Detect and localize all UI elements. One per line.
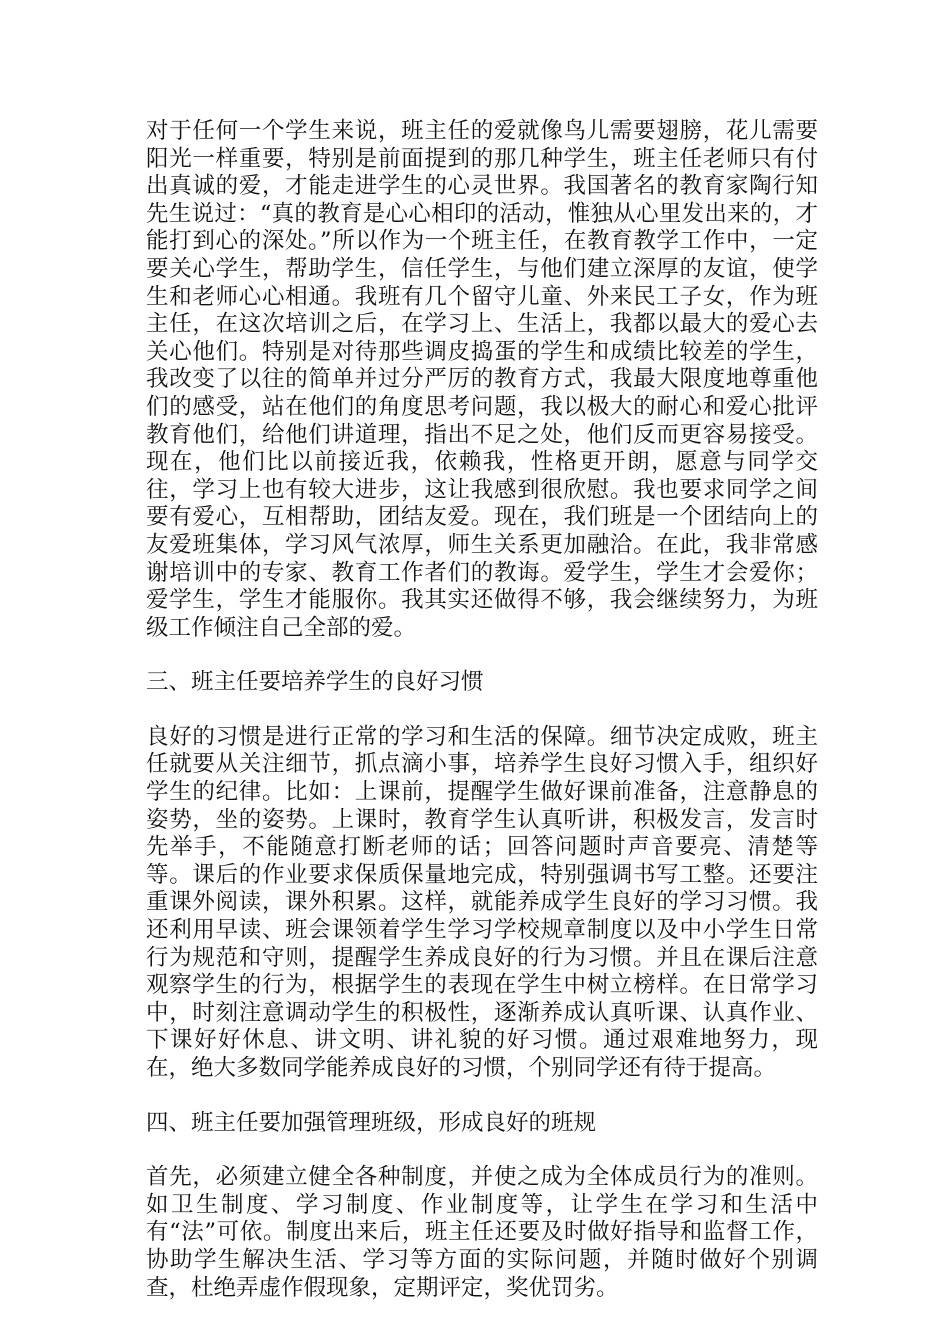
paragraph-class-rules: 首先，必须建立健全各种制度，并使之成为全体成员行为的准则。如卫生制度、学习制度、作业制度等，让学生在学习和生活中有“法”可依。制度出来后，班主任还要及时做好指导和监督工作，协助学生解决生活、学习等方面的实际问题，并随时做好个别调查，杜绝弄虚作假现象，定期评定，奖优罚劣。 [146,1164,818,1301]
paragraph-good-habits: 良好的习惯是进行正常的学习和生活的保障。细节决定成败，班主任就要从关注细节，抓点滴小事，培养学生良好习惯入手，组织好学生的纪律。比如：上课前，提醒学生做好课前准备，注意静息的姿势，坐的姿势。上课时，教育学生认真听讲，积极发言，发言时先举手，不能随意打断老师的话；回答问题时声音要亮、清楚等等。课后的作业要求保质保量地完成，特别强调书写工整。还要注重课外阅读，课外积累。这样，就能养成学生良好的学习习惯。我还利用早读、班会课领着学生学习学校规章制度以及中小学生日常行为规范和守则，提醒学生养成良好的行为习惯。并且在课后注意观察学生的行为，根据学生的表现在学生中树立榜样。在日常学习中，时刻注意调动学生的积极性，逐渐养成认真听课、认真作业、下课好好休息、讲文明、讲礼貌的好习惯。通过艰难地努力，现在，绝大多数同学能养成良好的习惯，个别同学还有待于提高。 [146,723,818,1081]
section-heading-habits: 三、班主任要培养学生的良好习惯 [146,669,484,696]
document-page [146,118,818,1329]
section-heading-class-rules: 四、班主任要加强管理班级，形成良好的班规 [146,1109,597,1136]
paragraph-love-for-students: 对于任何一个学生来说，班主任的爱就像鸟儿需要翅膀，花儿需要阳光一样重要，特别是前面提到的那几种学生，班主任老师只有付出真诚的爱，才能走进学生的心灵世界。我国著名的教育家陶行知先生说过：“真的教育是心心相印的活动，惟独从心里发出来的，才能打到心的深处。”所以作为一个班主任，在教育教学工作中，一定要关心学生，帮助学生，信任学生，与他们建立深厚的友谊，使学生和老师心心相通。我班有几个留守儿童、外来民工子女，作为班主任，在这次培训之后，在学习上、生活上，我都以最大的爱心去关心他们。特别是对待那些调皮捣蛋的学生和成绩比较差的学生，我改变了以往的简单并过分严厉的教育方式，我最大限度地尊重他们的感受，站在他们的角度思考问题，我以极大的耐心和爱心批评教育他们，给他们讲道理，指出不足之处，他们反而更容易接受。现在，他们比以前接近我，依赖我，性格更开朗，愿意与同学交往，学习上也有较大进步，这让我感到很欣慰。我也要求同学之间要有爱心，互相帮助，团结友爱。现在，我们班是一个团结向上的友爱班集体，学习风气浓厚，师生关系更加融洽。在此，我非常感谢培训中的专家、教育工作者们的教诲。爱学生，学生才会爱你；爱学生，学生才能服你。我其实还做得不够，我会继续努力，为班级工作倾注自己全部的爱。 [146,118,818,641]
